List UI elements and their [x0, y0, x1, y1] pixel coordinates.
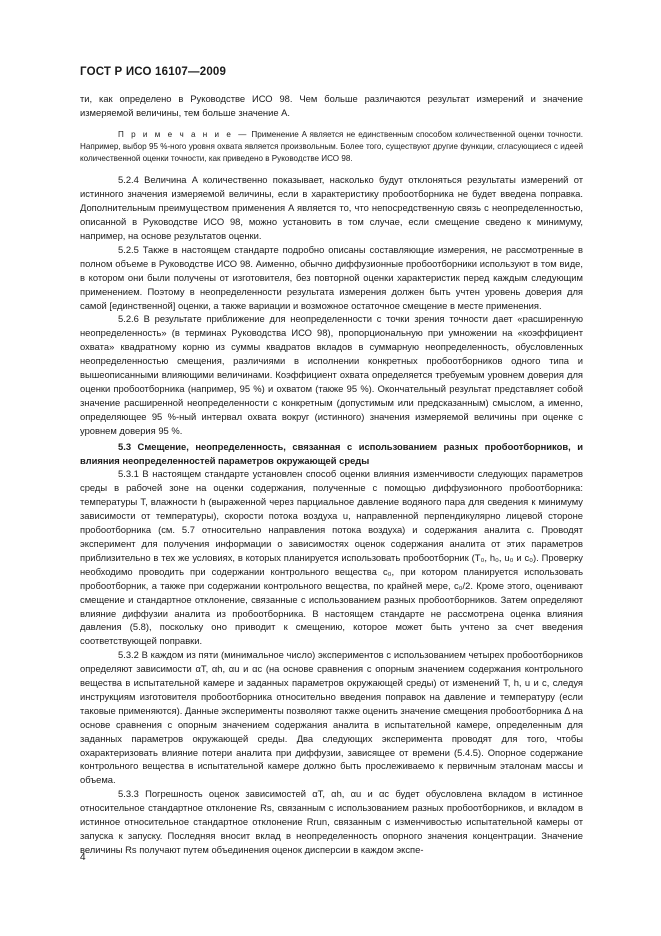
page-header: ГОСТ Р ИСО 16107—2009 [80, 66, 227, 78]
body-text [80, 92, 583, 857]
paragraph-intro: ти, как определено в Руководстве ИСО 98. Чем больше различаются результат измерений и значение измеряемой величины, тем больше значение A. [80, 93, 583, 118]
paragraph-5-3-2: 5.3.2 В каждом из пяти (минимальное число) экспериментов с использованием четырех пробоотборников определяют зависимости αT, αh, αu и αc (на основе сравнения с опорным значением содержания контрольного вещества в испытательной камере и заданных параметров окружающей среды) от изменений T, h, u и c, следуя инструкциям изготовителя пробоотборника относительно введения поправок на давление и температуру (если таковые применяются). Данные эксперименты позволяют также оценить значение смещения пробоотборника Δ на основе сравнения с опорным значением содержания аналита в испытательной камере, определенным для заданных параметров окружающей среды. Два следующих эксперимента проводят для того, чтобы охарактеризовать влияние потери аналита при диффузии, зависящее от времени (5.4.5). Опорное содержание контрольного вещества в испытательной камере должно быть прослеживаемо к первичным эталонам массы и объема. [80, 649, 583, 786]
page-number: 4 [80, 852, 86, 863]
paragraph-5-2-5: 5.2.5 Также в настоящем стандарте подробно описаны составляющие измерения, не рассмотренные в полном объеме в Руководстве ИСО 98. Аименно, обычно диффузионные пробоотборники используют в том виде, в котором они были получены от изготовителя, без повторной оценки характеристик перед каждым следующим применением. Поэтому в неопределенности результата измерения должен быть учтен уровень доверия для самой [единственной] оценки, а также вариации и возможное остаточное смещение в месте применения. [80, 243, 583, 311]
paragraph-5-2-6: 5.2.6 В результате приближение для неопределенности с точки зрения точности дает «расширенную неопределенность» (в терминах Руководства ИСО 98), пропорциональную при умножении на «коэффициент охвата» квадратному корню из суммы квадратов вкладов в суммарную неопределенность, обусловленных неопределенностью смещения, различиями в исполнении конкретных пробоотборников одного типа и вышеописанными влияющими величинами. Коэффициент охвата определяется требуемым уровнем доверия для оценки пробоотборника (например, 95 %) и охватом (также 95 %). Окончательный результат представляет собой значение расширенной неопределенности с конкретным (допустимым или предсказанным) смыслом, а именно, определяющее 95 %-ный интервал охвата вокруг (истинного) значения измеряемой величины при оценке с уровнем доверия 95 %. [80, 313, 583, 436]
paragraph-5-2-4: 5.2.4 Величина A количественно показывает, насколько будут отклоняться результаты измерений от истинного значения измеряемой величины, если в характеристику пробоотборника не будет введена поправка. Дополнительным преимуществом применения A является то, что непосредственную связь с неопределенностью, описанной в Руководстве ИСО 98, можно установить в том случае, если смещение сведено к минимуму, например, на основе результатов оценки. [80, 174, 583, 242]
paragraph-5-3-1: 5.3.1 В настоящем стандарте установлен способ оценки влияния изменчивости следующих параметров среды в рабочей зоне на оценки содержания, полученные с помощью диффузионного пробоотборника: температуры T, влажности h (выраженной через парциальное давление водяного пара для сведения к минимуму зависимости от температуры), скорости потока воздуха u, направленной перпендикулярно лицевой стороне пробоотборника (см. 5.7 относительно направления потока воздуха) и содержания аналита c. Проводят эксперимент для получения информации о зависимостях оценок содержания аналита от этих параметров приблизительно в тех же условиях, в которых планируется использовать пробоотборник (T₀, h₀, u₀ и c₀). Проверку необходимо проводить при содержании контрольного вещества c₀, при котором планируется использовать пробоотборник, а также при содержании контрольного вещества, по крайней мере, c₀/2. Кроме этого, оценивают смещение и стандартное отклонение, связанные с использованием разных пробоотборников. Затем определяют влияние диффузии аналита из пробоотборника. В настоящем стандарте не рассмотрена оценка влияния давления (5.8), поскольку оно приводит к смещению, которое может быть учтено за счет введения соответствующей поправки. [80, 468, 583, 647]
paragraph-5-3-3: 5.3.3 Погрешность оценок зависимостей αT, αh, αu и αc будет обусловлена вкладом в истинное относительное стандартное отклонение Rs, связанным с использованием разных пробоотборников, и вкладом в истинное относительное стандартное отклонение Rrun, связанным с изменчивостью испытательной камеры от запуска к запуску. Последняя вносит вклад в неопределенность опорного значения концентрации. Значение величины Rs получают путем объединения оценок дисперсии в каждом экспе- [80, 788, 583, 855]
note-text: Применение A является не единственным способом количественной оценки точности. Например, выбор 95 %-ного уровня охвата является произвольным. Более того, существуют другие функции, сгласующиеся с идеей количественной оценки точности, как приведено в Руководстве ИСО 98. [80, 129, 583, 164]
note [80, 129, 583, 166]
section-heading-5-3: 5.3 Смещение, неопределенность, связанная с использованием разных пробоотборников, и влияния неопределенностей параметров окружающей среды [80, 440, 583, 466]
note-label: П р и м е ч а н и е — [118, 129, 249, 139]
